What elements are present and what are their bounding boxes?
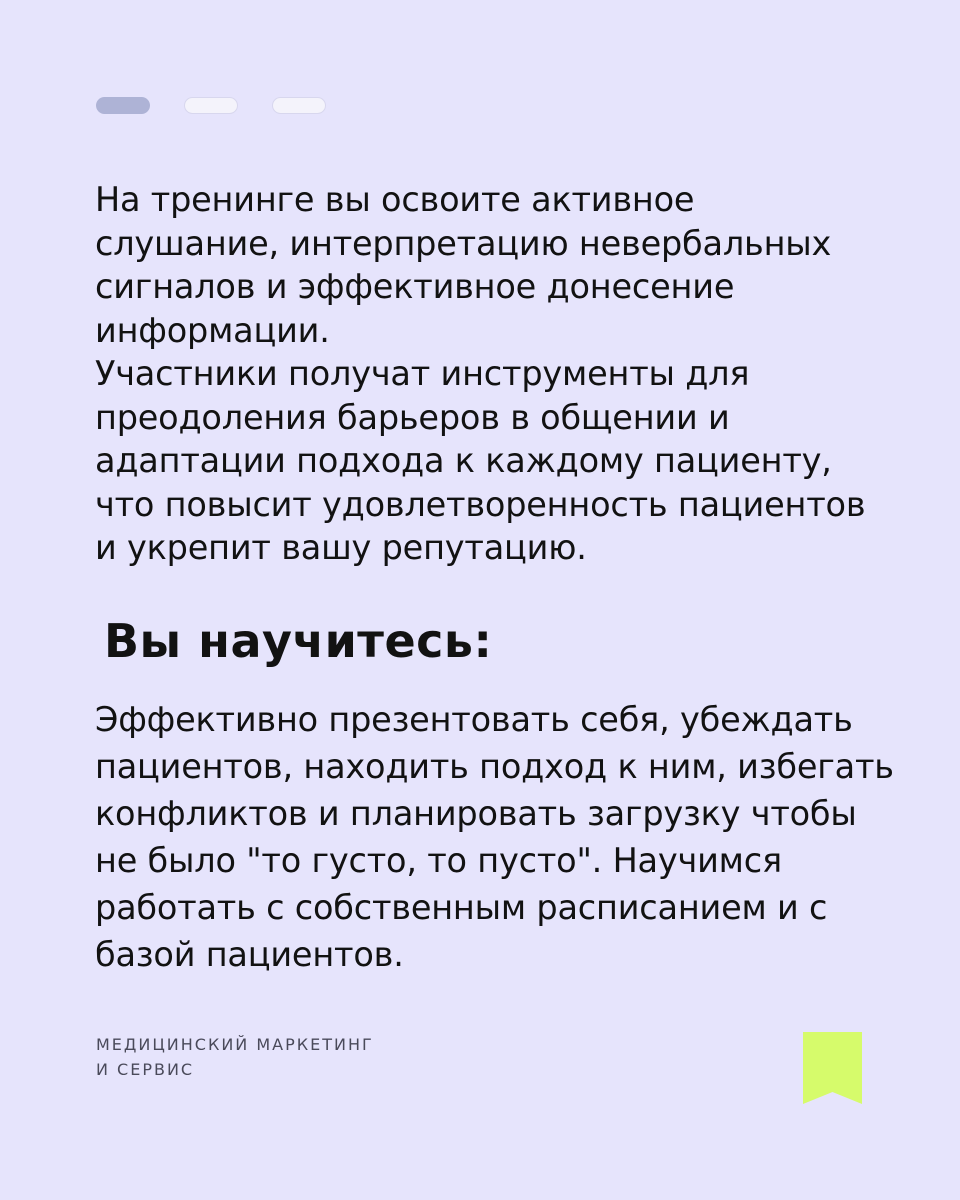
section-body: Эффективно презентовать себя, убеждать пациентов, находить подход к ним, избегать конфликтов и планировать загрузку чтобы не было "то густо, то пусто". Научимся работать с собственным расписанием и с базой пациентов.: [95, 700, 894, 974]
brand-label: [96, 1032, 374, 1082]
brand-line-1: МЕДИЦИНСКИЙ МАРКЕТИНГ: [96, 1035, 374, 1054]
pagination-dot-2[interactable]: [184, 97, 238, 114]
intro-text: [95, 178, 885, 570]
pagination-dot-3[interactable]: [272, 97, 326, 114]
section-heading: Вы научитесь:: [104, 614, 493, 668]
brand-line-2: И СЕРВИС: [96, 1060, 195, 1079]
bookmark-shape: [803, 1032, 862, 1104]
bookmark-icon: [803, 1032, 862, 1104]
pagination-dots: [96, 97, 326, 114]
intro-paragraph-2: Участники получат инструменты для преодоления барьеров в общении и адаптации подхода к каждому пациенту, что повысит удовлетворенность пациентов и укрепит вашу репутацию.: [95, 354, 866, 567]
pagination-dot-1[interactable]: [96, 97, 150, 114]
intro-paragraph-1: На тренинге вы освоите активное слушание, интерпретацию невербальных сигналов и эффективное донесение информации.: [95, 180, 832, 350]
